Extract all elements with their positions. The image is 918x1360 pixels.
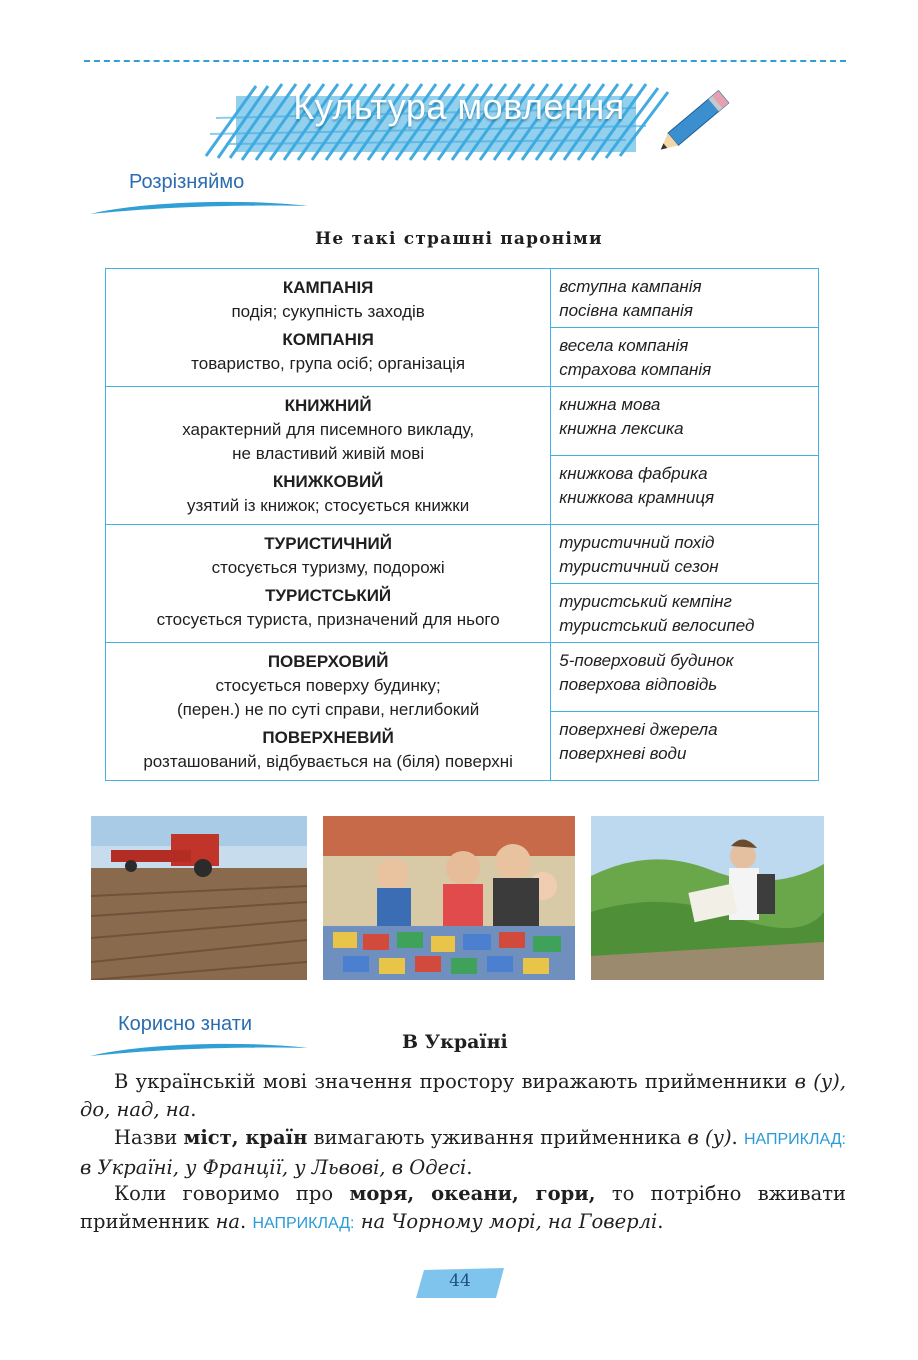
usage-example: посівна кампанія bbox=[559, 301, 693, 320]
usage-example: туристичний сезон bbox=[559, 557, 719, 576]
example-cell bbox=[551, 269, 819, 328]
photo-tourist-hiker bbox=[591, 816, 824, 980]
paronym-word: ТУРИСТСЬКИЙ bbox=[265, 586, 392, 605]
usage-example: вступна кампанія bbox=[559, 277, 702, 296]
paronym-word: КНИЖКОВИЙ bbox=[272, 472, 384, 491]
table-row bbox=[106, 525, 819, 584]
example-cell bbox=[551, 456, 819, 525]
usage-example: книжкова фабрика bbox=[559, 464, 708, 483]
paronym-pair-cell bbox=[106, 525, 551, 643]
usage-example: страхова компанія bbox=[559, 360, 712, 379]
example-cell bbox=[551, 525, 819, 584]
paronym-word: КАМПАНІЯ bbox=[282, 278, 374, 297]
paronym-definition: стосується туриста, призначений для нього bbox=[156, 610, 500, 629]
paronym-word: ПОВЕРХОВИЙ bbox=[267, 652, 389, 671]
section-swoosh-decoration bbox=[88, 198, 310, 216]
example-cell bbox=[551, 387, 819, 456]
table-heading: Не такі страшні пароніми bbox=[315, 229, 603, 249]
paronym-definition: (перен.) не по суті справи, неглибокий bbox=[176, 700, 480, 719]
table-row bbox=[106, 643, 819, 712]
page-number: 44 bbox=[449, 1271, 471, 1291]
paronym-word: ТУРИСТИЧНИЙ bbox=[264, 534, 392, 553]
paronym-pair-cell bbox=[106, 387, 551, 525]
table-row bbox=[106, 269, 819, 328]
paronym-word: КНИЖНИЙ bbox=[284, 396, 372, 415]
paronym-definition: стосується туризму, подорожі bbox=[211, 558, 445, 577]
example-cell bbox=[551, 328, 819, 387]
paronym-word: КОМПАНІЯ bbox=[282, 330, 374, 349]
usage-example: поверхневі джерела bbox=[559, 720, 718, 739]
paronym-pair-cell bbox=[106, 643, 551, 781]
section-swoosh-decoration bbox=[88, 1040, 310, 1058]
usage-example: поверхневі води bbox=[559, 744, 687, 763]
usage-example: 5-поверховий будинок bbox=[559, 651, 734, 670]
usage-example: книжкова крамниця bbox=[559, 488, 715, 507]
usage-example: туристський велосипед bbox=[559, 616, 755, 635]
example-text: в Україні, у Франції, у Львові, в Одесі bbox=[80, 1156, 467, 1179]
paronym-definition: характерний для писемного викладу, bbox=[182, 420, 475, 439]
paragraph-seas-mountains: Коли говоримо про моря, океани, гори, то потрібно вживати прийменник на. НАПРИКЛАД: на Чорному морі, на Говерлі. bbox=[80, 1182, 846, 1233]
paragraph-prepositions: В українській мові значення простору виражають прийменники в (у), до, над, на. bbox=[80, 1070, 846, 1121]
usage-example: туристичний похід bbox=[559, 533, 715, 552]
paronym-definition: стосується поверху будинку; bbox=[215, 676, 441, 695]
usage-example: весела компанія bbox=[559, 336, 689, 355]
usage-example: туристський кемпінг bbox=[559, 592, 732, 611]
table-row bbox=[106, 387, 819, 456]
example-cell bbox=[551, 712, 819, 781]
usage-example: книжна лексика bbox=[559, 419, 684, 438]
paronym-definition: товариство, група осіб; організація bbox=[191, 354, 466, 373]
paronym-pair-cell bbox=[106, 269, 551, 387]
example-text: на Чорному морі, на Говерлі bbox=[360, 1210, 658, 1233]
top-dashed-rule bbox=[84, 60, 846, 62]
paronym-table bbox=[105, 268, 819, 781]
photo-sowing-campaign bbox=[91, 816, 307, 980]
example-cell bbox=[551, 584, 819, 643]
section-label-distinguish: Розрізняймо bbox=[129, 171, 245, 193]
example-label: НАПРИКЛАД: bbox=[743, 1131, 846, 1148]
usage-example: книжна мова bbox=[559, 395, 661, 414]
paronym-definition: подія; сукупність заходів bbox=[231, 302, 425, 321]
example-label: НАПРИКЛАД: bbox=[252, 1215, 355, 1232]
section-label-useful: Корисно знати bbox=[118, 1013, 253, 1035]
paronym-definition: розташований, відбувається на (біля) поверхні bbox=[143, 752, 513, 771]
photo-book-fair bbox=[323, 816, 575, 980]
paronym-definition: не властивий живій мові bbox=[232, 444, 425, 463]
paronym-definition: узятий із книжок; стосується книжки bbox=[186, 496, 470, 515]
page-title: Культура мовлення bbox=[293, 86, 625, 127]
prepositions-list: в (у), до, над, на bbox=[80, 1070, 846, 1121]
paragraph-cities-countries: Назви міст, країн вимагають уживання прийменника в (у). НАПРИКЛАД: в Україні, у Франції, у Львові, в Одесі. bbox=[80, 1126, 846, 1179]
subheading-in-ukraine: В Україні bbox=[402, 1031, 508, 1053]
paronym-word: ПОВЕРХНЕВИЙ bbox=[262, 728, 394, 747]
usage-example: поверхова відповідь bbox=[559, 675, 718, 694]
example-cell bbox=[551, 643, 819, 712]
